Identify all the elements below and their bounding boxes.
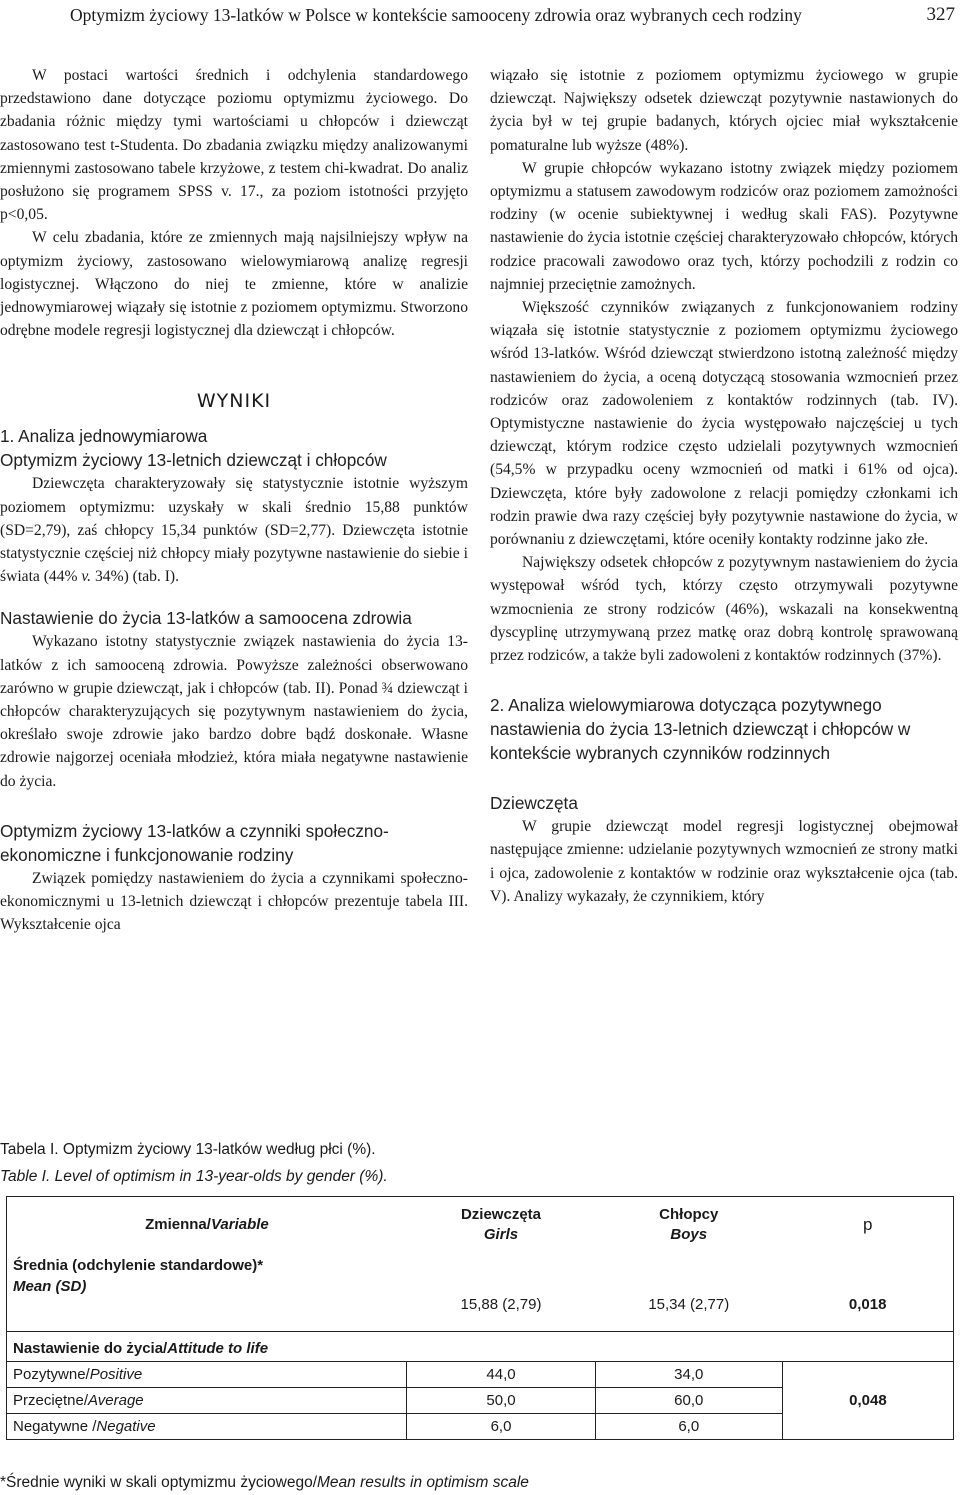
average-boys: 60,0 xyxy=(595,1387,782,1413)
paragraph-text: 34%) (tab. I). xyxy=(91,568,179,586)
negative-boys: 6,0 xyxy=(595,1413,782,1439)
table-row-attitude-header xyxy=(7,1331,954,1361)
mean-girls: 15,88 (2,79) xyxy=(460,1296,542,1314)
positive-boys: 34,0 xyxy=(595,1361,782,1387)
table-row-positive xyxy=(7,1361,954,1387)
section-1-heading: 1. Analiza jednowymiarowa xyxy=(0,426,208,447)
paragraph-regression: W celu zbadania, które ze zmiennych mają najsilniejszy wpływ na optymizm życiowy, zastosowano wielowymiarową analizę regresji logistycznej. Włączono do niej te zmienne, które w analizie jednowymiarowej wiązały się istotnie z poziomem optymizmu. Stworzono odrębne modele regresji logistycznej dla dziewcząt i chłopców. xyxy=(0,229,468,340)
header-variable: Zmienna/Variable xyxy=(145,1216,269,1233)
positive-girls: 44,0 xyxy=(407,1361,595,1387)
section-2-heading: 2. Analiza wielowymiarowa dotycząca pozytywnego nastawienia do życia 13-letnich dziewcząt i chłopców w kontekście wybranych czynników rodzinnych xyxy=(490,695,911,764)
mean-p: 0,018 xyxy=(848,1296,887,1314)
attitude-p: 0,048 xyxy=(782,1361,953,1439)
right-column xyxy=(490,64,958,908)
subsection-optimism-heading: Optymizm życiowy 13-letnich dziewcząt i chłopców xyxy=(0,450,387,471)
page-number: 327 xyxy=(926,4,955,25)
paragraph-health: Wykazano istotny statystycznie związek nastawienia do życia 13-latków z ich samooceną zdrowia. Powyższe zależności obserwowano zarówno w grupie dziewcząt, jak i chłopców (tab. II). Ponad ¾ dziewcząt i chłopców charakteryzujących się pozytywnym nastawieniem do życia, określało swoje zdrowie jako bardzo dobre bądź doskonałe. Własne zdrowie najgorzej oceniała młodzież, która miała negatywne nastawienie do życia. xyxy=(0,633,468,790)
table-footnote: *Średnie wyniki w skali optymizmu życiowego/Mean results in optimism scale xyxy=(0,1474,529,1491)
left-column xyxy=(0,64,468,936)
paragraph-family-functioning: Większość czynników związanych z funkcjonowaniem rodziny wiązała się istotnie statystycznie z poziomem optymizmu życiowego wśród 13-latków. Wśród dziewcząt stwierdzono istotną zależność między nastawieniem do życia, a oceną dotyczącą stosowania wzmocnień przez rodziców oraz zadowoleniem z kontaktów rodzinnych (tab. IV). Optymistyczne nastawienie do życia występowało najczęściej u tych dziewcząt, którym rodzice często udzielali pozytywnych wzmocnień (54,5% w przypadku oceny wzmocnień od matki i 61% od ojca). Dziewczęta, które były zadowolone z relacji pomiędzy członkami ich rodzin prawie dwa razy częściej były pozytywnie nastawione do życia, w porównaniu z dziewczętami, które oceniły kontakty rodzinne jako złe. xyxy=(490,299,958,549)
header-p: p xyxy=(862,1215,873,1234)
versus-abbrev: v. xyxy=(81,568,92,586)
table-header-row xyxy=(7,1197,954,1250)
mean-label: Średnia (odchylenie standardowe)* Mean (SD) xyxy=(13,1257,264,1295)
running-title: Optymizm życiowy 13-latków w Polsce w kontekście samooceny zdrowia oraz wybranych cech rodziny xyxy=(70,5,802,25)
paragraph-girls-model: W grupie dziewcząt model regresji logistycznej obejmował następujące zmienne: udzielanie pozytywnych wzmocnień ze strony matki i ojca, zadowolenie z kontaktów w rodzinie oraz wykształcenie ojca (tab. V). Analizy wykazały, że czynnikiem, który xyxy=(490,818,958,905)
paragraph-methods: W postaci wartości średnich i odchylenia standardowego przedstawiono dane dotyczące poziomu optymizmu życiowego. Do zbadania różnic między tymi wartościami u chłopców i dziewcząt zastosowano test t-Studenta. Do zbadania związku między analizowanymi zmiennymi zastosowano tabele krzyżowe, z testem chi-kwadrat. Do analiz posłużono się programem SPSS v. 17., za poziom istotności przyjęto p<0,05. xyxy=(0,67,468,224)
paragraph-boys-status: W grupie chłopców wykazano istotny związek między poziomem optymizmu a statusem zawodowym rodziców oraz poziomem zamożności rodziny (w ocenie subiektywnej i według skali FAS). Pozytywne nastawienie do życia istotnie częściej charakteryzowało chłopców, których rodzice pracowali zawodowo oraz tych, którzy pochodzili z rodzin co najmniej przeciętnie zamożnych. xyxy=(490,159,958,293)
subsection-socioeconomic-heading: Optymizm życiowy 13-latków a czynniki społeczno-ekonomiczne i funkcjonowanie rodziny xyxy=(0,820,389,865)
subsection-girls-heading: Dziewczęta xyxy=(490,793,578,814)
table-caption-en: Table I. Level of optimism in 13-year-olds by gender (%). xyxy=(0,1168,388,1185)
paragraph-optimism-gender xyxy=(0,472,468,588)
results-heading: WYNIKI xyxy=(196,390,272,413)
row-label: Negatywne /Negative xyxy=(7,1413,407,1439)
running-header xyxy=(70,2,955,28)
attitude-header: Nastawienie do życia/Attitude to life xyxy=(7,1331,954,1361)
header-girls: Dziewczęta Girls xyxy=(460,1206,542,1243)
negative-girls: 6,0 xyxy=(407,1413,595,1439)
table-optimism-by-gender xyxy=(6,1196,954,1440)
table-row-mean xyxy=(7,1249,954,1331)
mean-boys: 15,34 (2,77) xyxy=(648,1296,730,1314)
subsection-health-heading: Nastawienie do życia 13-latków a samoocena zdrowia xyxy=(0,608,412,629)
row-label: Przeciętne/Average xyxy=(7,1387,407,1413)
paragraph-socioeconomic: Związek pomiędzy nastawieniem do życia a czynnikami społeczno-ekonomicznymi u 13-letnich dziewcząt i chłopców prezentuje tabela III. Wykształcenie ojca xyxy=(0,869,468,934)
row-label: Pozytywne/Positive xyxy=(7,1361,407,1387)
paragraph-text: Dziewczęta charakteryzowały się statystycznie istotnie wyższym poziomem optymizmu: uzyskały w skali średnio 15,88 punktów (SD=2,79), zaś chłopcy 15,34 punktów (SD=2,77). Dziewczęta istotnie statystycznie częściej niż chłopcy miały pozytywne nastawienie do siebie i świata (44% xyxy=(0,475,468,586)
table-caption-pl: Tabela I. Optymizm życiowy 13-latków według płci (%). xyxy=(0,1141,376,1158)
paragraph-father-education: wiązało się istotnie z poziomem optymizmu życiowego w grupie dziewcząt. Największy odsetek dziewcząt pozytywnie nastawionych do życia był w tej grupie badanych, których ojciec miał wykształcenie pomaturalne lub wyższe (48%). xyxy=(490,67,958,154)
average-girls: 50,0 xyxy=(407,1387,595,1413)
header-boys: Chłopcy Boys xyxy=(659,1206,719,1243)
paragraph-boys-reinforcement: Największy odsetek chłopców z pozytywnym nastawieniem do życia występował wśród tych, którzy często otrzymywali pozytywne wzmocnienia ze strony rodziców (46%), wskazali na konsekwentną dyscyplinę utrzymywaną przez matkę oraz dobrą kontrolę sprawowaną przez rodziców, a także byli zadowoleni z kontaktów rodzinnych (37%). xyxy=(490,554,958,665)
